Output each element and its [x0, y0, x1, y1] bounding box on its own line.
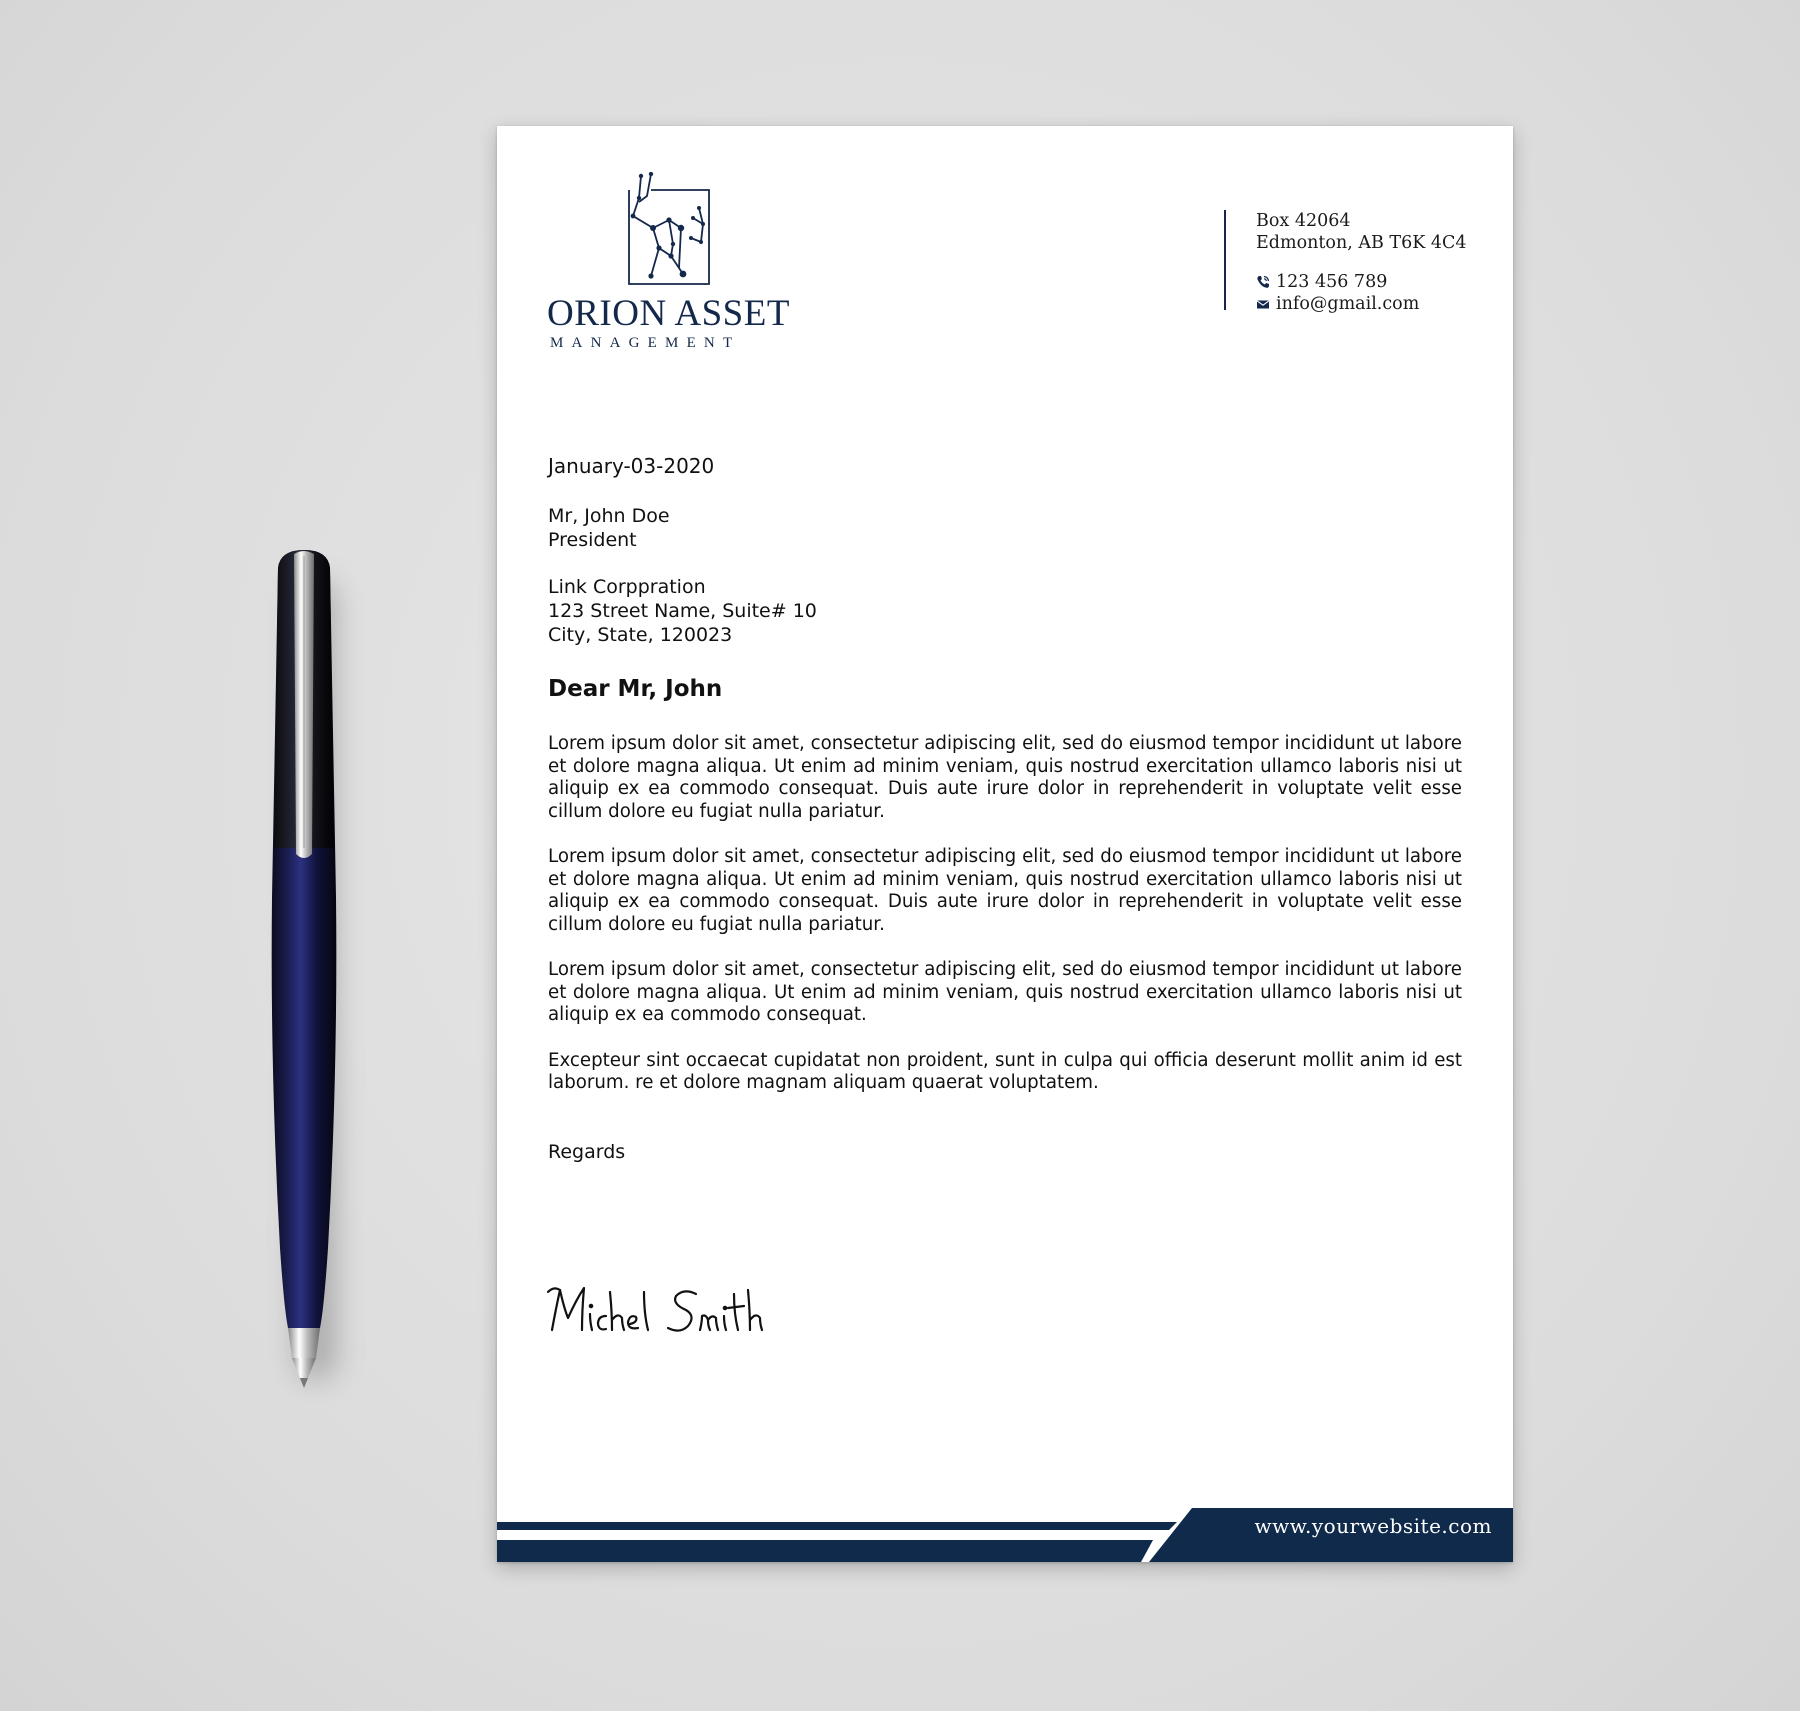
envelope-icon [1256, 297, 1270, 311]
company-name: Link Corppration [548, 576, 706, 598]
letter-date: January-03-2020 [548, 454, 715, 478]
recipient-title: President [548, 529, 637, 551]
address-line-1: Box 42064 [1256, 211, 1351, 231]
phone-icon [1256, 275, 1270, 289]
signature [546, 1278, 776, 1348]
phone-row [1256, 271, 1467, 293]
salutation: Dear Mr, John [548, 676, 723, 702]
body-paragraph: Lorem ipsum dolor sit amet, consectetur adipiscing elit, sed do eiusmod tempor incididunt ut labore et dolore magna aliqua. Ut enim ad minim veniam, quis nostrud exercitation ullamco laboris nisi ut aliquip ex ea commodo consequat. Duis aute irure dolor in reprehenderit in voluptate velit esse cillum dolore eu fugiat nulla pariatur. [548, 846, 1462, 935]
closing: Regards [548, 1141, 626, 1163]
body-paragraph: Lorem ipsum dolor sit amet, consectetur adipiscing elit, sed do eiusmod tempor incididunt ut labore et dolore magna aliqua. Ut enim ad minim veniam, quis nostrud exercitation ullamco laboris nisi ut aliquip ex ea commodo consequat. Duis aute irure dolor in reprehenderit in voluptate velit esse cillum dolore eu fugiat nulla pariatur. [548, 733, 1462, 822]
phone-number: 123 456 789 [1276, 272, 1388, 292]
email-row [1256, 293, 1467, 315]
body-paragraph: Lorem ipsum dolor sit amet, consectetur adipiscing elit, sed do eiusmod tempor incididunt ut labore et dolore magna aliqua. Ut enim ad minim veniam, quis nostrud exercitation ullamco laboris nisi ut aliquip ex ea commodo consequat. [548, 959, 1462, 1025]
recipient-name: Mr, John Doe [548, 505, 670, 527]
address-line-2: Edmonton, AB T6K 4C4 [1256, 233, 1467, 253]
pen-image [268, 548, 340, 1388]
orion-constellation-icon [613, 172, 723, 290]
company-street: 123 Street Name, Suite# 10 [548, 600, 817, 622]
company-city: City, State, 120023 [548, 624, 733, 646]
letterhead-paper [497, 126, 1513, 1562]
letter-body [548, 733, 1462, 1118]
recipient-block [548, 504, 670, 552]
company-logo [547, 172, 797, 352]
body-paragraph: Excepteur sint occaecat cupidatat non proident, sunt in culpa qui officia deserunt mollit anim id est laborum. re et dolore magnam aliquam quaerat voluptatem. [548, 1049, 1462, 1093]
contact-block [1224, 210, 1467, 314]
company-address-block [548, 575, 817, 647]
logo-subtitle: MANAGEMENT [550, 335, 741, 351]
website-link[interactable]: www.yourwebsite.com [1254, 1514, 1492, 1538]
logo-name: ORION ASSET [547, 293, 790, 334]
email-address: info@gmail.com [1276, 294, 1420, 314]
